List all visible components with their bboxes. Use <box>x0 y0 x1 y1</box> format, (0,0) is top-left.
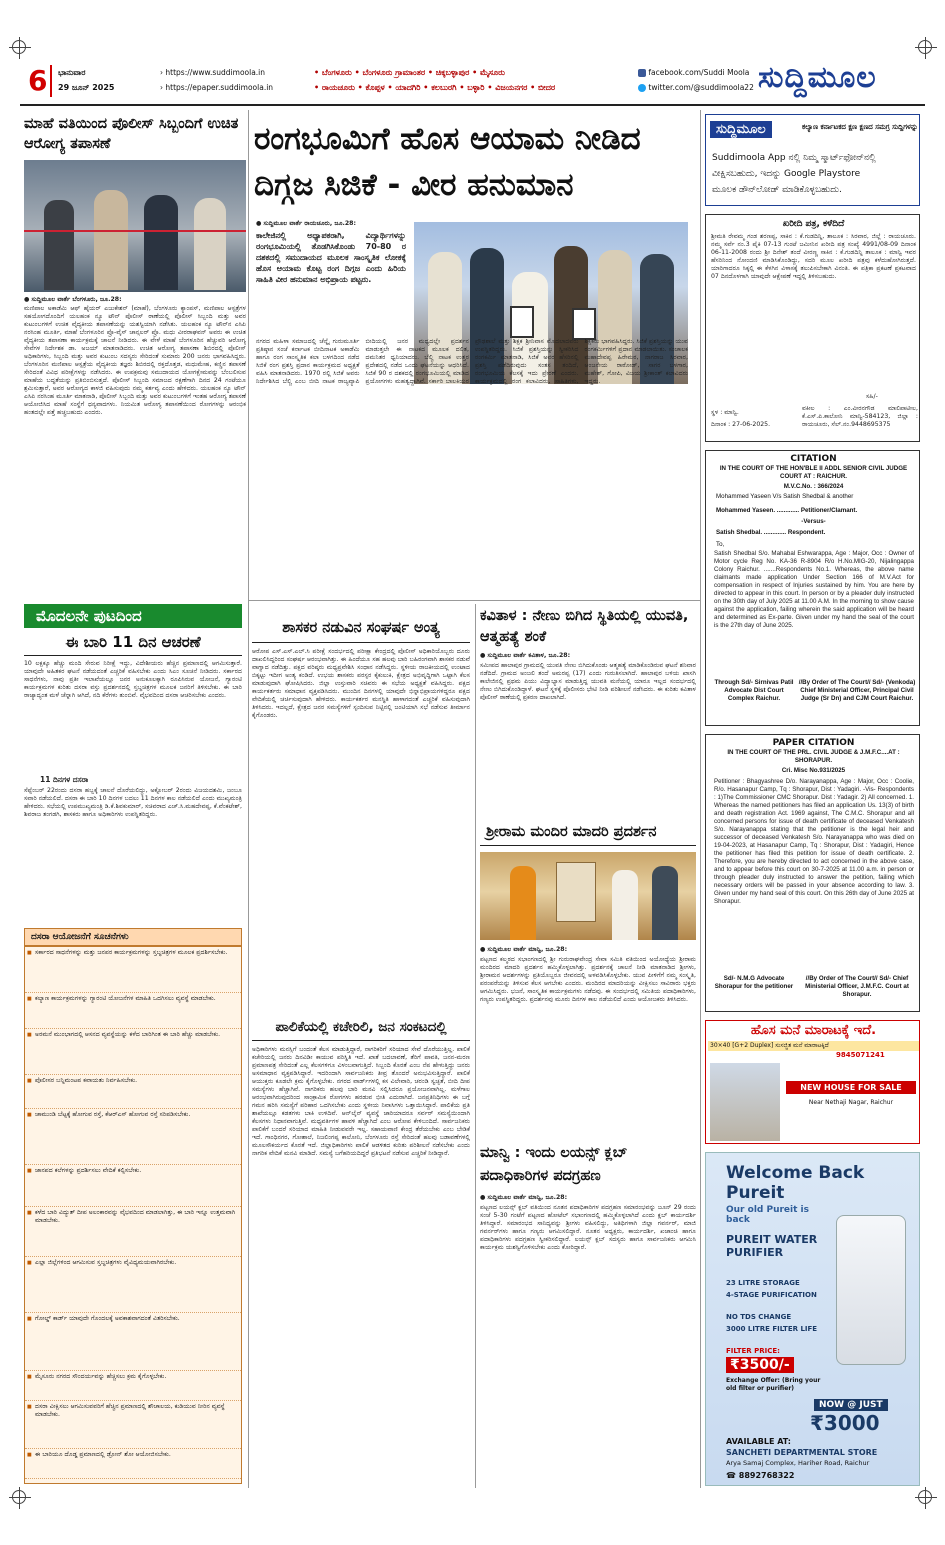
pureit-filter-price: FILTER PRICE: <box>726 1347 780 1355</box>
regions-row-1: • ಬೆಂಗಳೂರು • ಬೆಂಗಳೂರು ಗ್ರಾಮಾಂತರ • ಚಿಕ್ಕಬಳ್ಳಾಪುರ • ಮೈಸೂರು <box>314 68 505 77</box>
pureit-sub: Our old Pureit is back <box>726 1205 809 1225</box>
house-ad-phone[interactable]: 9845071241 <box>836 1051 885 1059</box>
list-item: ■ ಜಾನಪದ ಕಲೆಗಳನ್ನು ಪ್ರದರ್ಶಿಸಲು ವೇದಿಕೆ ಕಲ್ಪಿಸಬೇಕು. <box>25 1165 241 1207</box>
house-ad-detail: 30×40 [G+2 Duplex] ಸುಸಜ್ಜಿತ ಮನೆ ಮಾರಾಟಕ್ಕಿದೆ <box>708 1041 919 1051</box>
dasara-box-title: ದಸರಾ ಆಯೋಜನೆಗೆ ಸೂಚನೆಗಳು <box>24 928 242 946</box>
citation2-case: Cri. Misc No.931/2025 <box>781 767 846 774</box>
story2-headline: ರಂಗಭೂಮಿಗೆ ಹೊಸ ಆಯಾಮ ನೀಡಿದ ದಿಗ್ಗಜ ಸಿಜಿಕೆ - ವೀರ ಹನುಮಾನ <box>254 121 641 203</box>
story6-body: ಸಮೀಪದ ಹಾಲಾಪುರ ಗ್ರಾಮದಲ್ಲಿ ಯುವತಿ ನೇಣು ಬಿಗಿದುಕೊಂಡು ಆತ್ಮಹತ್ಯೆ ಮಾಡಿಕೊಂಡಿರುವ ಘಟನೆ ಶನಿವಾರ ನಡೆದಿದೆ. ಗ್ರಾಮದ ಅಂಜಲಿ ತಂದೆ ಅಮರಪ್ಪ (17) ಎಂದು ಗುರುತಿಸಲಾಗಿದೆ. ಹಾಲಾಪುರ ಬಳಿಯ ಖಾಸಗಿ ಕಾಲೇಜಿನಲ್ಲಿ ಪ್ರಥಮ ಪಿಯು ವಿದ್ಯಾಭ್ಯಾಸ ಮಾಡುತ್ತಿದ್ದ ಯುವತಿ ಮನೆಯಲ್ಲಿ ಯಾರೂ ಇಲ್ಲದ ಸಂದರ್ಭದಲ್ಲಿ ನೇಣು ಬಿಗಿದುಕೊಂಡಿದ್ದಾಳೆ. ಘಟನೆ ಸ್ಥಳಕ್ಕೆ ಪೊಲೀಸರು ಭೇಟಿ ನೀಡಿ ಪರಿಶೀಲನೆ ನಡೆಸಿದರು. ಈ ಕುರಿತು ಕವಿತಾಳ ಪೊಲೀಸ್ ಠಾಣೆಯಲ್ಲಿ ಪ್ರಕರಣ ದಾಖಲಾಗಿದೆ. <box>480 662 696 701</box>
list-item: ■ ಕಳೆದ ಬಾರಿ ವಿದ್ಯುತ್ ದೀಪ ಅಲಂಕಾರವನ್ನು ವೈಭವದಿಂದ ಮಾಡಲಾಗಿತ್ತು, ಈ ಬಾರಿ ಇನ್ನೂ ಉತ್ತಮವಾಗಿ ಮಾಡಬೇಕು. <box>25 1207 241 1257</box>
pureit-now: NOW @ JUST <box>814 1399 888 1411</box>
masthead-logo: ಸುದ್ದಿಮೂಲ <box>758 60 877 95</box>
pureit-exchange-price: ₹3500/- <box>726 1357 794 1373</box>
story7-photo <box>480 852 696 940</box>
pureit-spec4: 3000 LITRE FILTER LIFE <box>726 1325 818 1333</box>
pureit-spec1: 23 LITRE STORAGE <box>726 1279 800 1287</box>
phone-icon: ☎ <box>726 1471 739 1480</box>
list-item: ■ ಎಲ್ಲಾ ಜಿಲ್ಲೆಗಳಿಂದ ಆಗಮಿಸುವ ಸ್ತಬ್ಧಚಿತ್ರಗಳು ವೈವಿಧ್ಯಮಯವಾಗಿರಬೇಕು. <box>25 1257 241 1313</box>
story7-body: ಪಟ್ಟಣದ ಕಲ್ಮಠದ ಸಭಾಂಗಣದಲ್ಲಿ ಶ್ರೀ ಗುರುರಾಘವೇಂದ್ರ ಸೇವಾ ಸಮಿತಿ ವತಿಯಿಂದ ಅಯೋಧ್ಯೆಯ ಶ್ರೀರಾಮ ಮಂದಿರದ ಮಾದರಿ ಪ್ರದರ್ಶನ ಹಮ್ಮಿಕೊಳ್ಳಲಾಗಿತ್ತು. ಪ್ರದರ್ಶನಕ್ಕೆ ಚಾಲನೆ ನೀಡಿ ಮಾತನಾಡಿದ ಶ್ರೀಗಳು, ಶ್ರೀರಾಮನ ಆದರ್ಶಗಳನ್ನು ಪ್ರತಿಯೊಬ್ಬರೂ ಜೀವನದಲ್ಲಿ ಅಳವಡಿಸಿಕೊಳ್ಳಬೇಕು. ಯುವ ಪೀಳಿಗೆಗೆ ನಮ್ಮ ಸಂಸ್ಕೃತಿ, ಪರಂಪರೆಯನ್ನು ತಿಳಿಸುವ ಕೆಲಸ ಆಗಬೇಕು ಎಂದರು. ಮಂದಿರದ ಮಾದರಿಯನ್ನು ವೀಕ್ಷಿಸಲು ಸಾವಿರಾರು ಭಕ್ತರು ಆಗಮಿಸಿದ್ದರು. ಭಜನೆ, ಸಾಂಸ್ಕೃತಿಕ ಕಾರ್ಯಕ್ರಮಗಳು ನಡೆದವು. ಈ ಸಂದರ್ಭದಲ್ಲಿ ಸಮಿತಿಯ ಪದಾಧಿಕಾರಿಗಳು, ಗಣ್ಯರು ಉಪಸ್ಥಿತರಿದ್ದರು. ಪ್ರದರ್ಶನವು ಮೂರು ದಿನಗಳ ಕಾಲ ನಡೆಯಲಿದೆ ಎಂದು ಆಯೋಜಕರು ತಿಳಿಸಿದರು. <box>480 956 696 1003</box>
registration-mark-bottom-right <box>918 1490 932 1504</box>
citation1-title: CITATION <box>790 454 837 464</box>
epaper-link[interactable]: › https://epaper.suddimoola.in <box>160 83 274 92</box>
header-day: ಭಾನುವಾರ <box>58 68 86 77</box>
sale-notice-title: ಖರೀದಿ ಪತ್ರ, ಕಳೆದಿದೆ <box>782 219 845 229</box>
pureit-title: Welcome Back Pureit <box>726 1163 865 1203</box>
story2-lead: ಕಾಲೇಜಿನಲ್ಲಿ ಅಧ್ಯಾಪಕರಾಗಿ, ವಿದ್ಯಾರ್ಥಿಗಳನ್ನು ರಂಗಭೂಮಿಯಲ್ಲಿ ತೊಡಗಿಸಿಕೊಂಡು 70-80 ರ ದಶಕದಲ್ಲಿ ಸಮುದಾಯದ ಮೂಲಕ ಸಾಂಸ್ಕೃತಿಕ ಲೋಕಕ್ಕೆ ಹೊಸ ಆಯಾಮ ಕೊಟ್ಟ ರಂಗ ದಿಗ್ಗಜ ಎಂದು ಹಿರಿಯ ಸಾಹಿತಿ ವೀರ ಹನುಮಾನ ಅಭಿಪ್ರಾಯ ಪಟ್ಟರು. <box>256 231 406 284</box>
app-ad-tagline: ಕಲ್ಯಾಣ ಕರ್ನಾಟಕದ ಕ್ಷಣ ಕ್ಷಣದ ಸಮಗ್ರ ಸುದ್ದಿಗಳನ್ನು <box>802 123 918 131</box>
pureit-spec2: 4-STAGE PURIFICATION <box>726 1291 817 1299</box>
sale-notice-sign: ಸಹಿ/- <box>866 393 878 400</box>
page-number: 6 <box>28 64 48 97</box>
house-ad-banner: NEW HOUSE FOR SALE <box>786 1081 916 1094</box>
app-ad-line3: ಮೂಲಕ ಡೌನ್‌ಲೋಡ್ ಮಾಡಿಕೊಳ್ಳಬಹುದು. <box>712 185 842 195</box>
header-date: 29 ಜೂನ್ 2025 <box>58 83 115 92</box>
pureit-ad <box>705 1152 920 1486</box>
citation-1 <box>705 450 920 726</box>
citation-2 <box>705 734 920 1012</box>
story5-headline: ಪಾಲಿಕೆಯಲ್ಲಿ ಕಚೇರಿಲಿ, ಜನ ಸಂಕಟದಲ್ಲಿ <box>275 1019 447 1035</box>
registration-mark-top-left <box>12 40 26 54</box>
pureit-addr: Arya Samaj Complex, Hariher Road, Raichur <box>726 1459 870 1467</box>
citation1-body: Satish Shedbal S/o. Mahabal Eshwarappa, Age : Major, Occ : Owner of Motor cycle Reg No. KA-36 R-8904 R/o H.No.MIG-20, Nijalingappa Colony Raichur. .......Respondents No.1. Whereas, the above name claimants made application Under Section 166 of M.V.Act for compensation in respect of Injuries sustained by him. You are here by directed to appear in this court. In person or by a pleader duly instructed on the 30th day of July 2025 at 11.00 A.M. In the morning to show cause against the application, failing wherein the said application will be heard and determined as Ex-parte. Given under my hand the seal of the court is the 27th day of June 2025. <box>714 550 914 629</box>
facebook-icon <box>638 69 646 77</box>
twitter-icon <box>638 84 646 92</box>
facebook-link[interactable]: facebook.com/Suddi Moola <box>638 68 749 77</box>
app-ad-brand: ಸುದ್ದಿಮೂಲ <box>710 121 772 138</box>
citation2-left-sig: Sd/- N.M.G Advocate Shorapur for the petitioner <box>714 975 794 990</box>
pureit-store: SANCHETI DEPARTMENTAL STORE <box>726 1448 878 1457</box>
story3-body: 10 ಲಕ್ಷಕ್ಕೂ ಹೆಚ್ಚು ಮಂದಿ ಸೇರುವ ನಿರೀಕ್ಷೆ ಇದ್ದು, ವಿದೇಶೀಯರು ಹೆಚ್ಚಿನ ಪ್ರಮಾಣದಲ್ಲಿ ಆಗಮಿಸುತ್ತಾರೆ. ಯಾವುದೇ ಅಹಿತಕರ ಘಟನೆ ನಡೆಯದಂತೆ ಎಚ್ಚರಿಕೆ ವಹಿಸಬೇಕು ಎಂದು ಸಿಎಂ ಸೂಚನೆ ನೀಡಿದರು. ಸರ್ಕಾರದ ಸಾಧನೆಗಳು, ನಾವು ಪ್ರತೀ ಇಲಾಖೆಯಲ್ಲೂ ಜನರ ಅನುಕೂಲಕ್ಕಾಗಿ ರೂಪಿಸಿರುವ ಯೋಜನೆ, ಗ್ಯಾರಂಟಿ ಕಾರ್ಯಕ್ರಮಗಳ ಕುರಿತು ದಸರಾ ವಸ್ತು ಪ್ರದರ್ಶನದಲ್ಲಿ ಸ್ತಬ್ಧಚಿತ್ರಗಳ ಮೂಲಕ ಜನರಿಗೆ ತಿಳಿಸಬೇಕು. ಈ ಬಾರಿ ರಾಜ್ಯಾದ್ಯಂತ ಮಳೆ ಚೆನ್ನಾಗಿ ಆಗಿದೆ, ನದಿ ಕೆರೆಗಳು ತುಂಬಿವೆ. ವೈಭವದಿಂದ ದಸರಾ ಆಚರಿಸಬೇಕು ಎಂದರು. <box>24 660 242 699</box>
list-item: ■ ಮೈಸೂರು ನಗರದ ಸೌಂದರ್ಯವನ್ನು ಹೆಚ್ಚಿಸಲು ಕ್ರಮ ಕೈಗೊಳ್ಳಬೇಕು. <box>25 1371 241 1401</box>
house-sale-ad <box>705 1020 920 1144</box>
story5-body: ಅಧಿಕಾರಿಗಳು ಮನಸ್ಸಿಗೆ ಬಂದಂತೆ ಕೆಲಸ ಮಾಡುತ್ತಿದ್ದಾರೆ, ನಾಗರಿಕರಿಗೆ ಸರಿಯಾದ ಸೇವೆ ದೊರೆಯುತ್ತಿಲ್ಲ. ಪಾಲಿಕೆ ಕಚೇರಿಯಲ್ಲಿ ಜನರು ದಿನವಿಡೀ ಕಾಯುವ ಪರಿಸ್ಥಿತಿ ಇದೆ. ಖಾತೆ ಬದಲಾವಣೆ, ತೆರಿಗೆ ಪಾವತಿ, ಜನನ-ಮರಣ ಪ್ರಮಾಣಪತ್ರ ಸೇರಿದಂತೆ ಎಲ್ಲ ಕೆಲಸಗಳಿಗೂ ವಿಳಂಬವಾಗುತ್ತಿದೆ. ಸಿಬ್ಬಂದಿ ಕೊರತೆ ಎಂಬ ನೆಪ ಹೇಳುತ್ತಿದ್ದು ಜನರು ಅಸಮಾಧಾನ ವ್ಯಕ್ತಪಡಿಸಿದ್ದಾರೆ. ಇದರಿಂದಾಗಿ ಸಾರ್ವಜನಿಕರು ತೀವ್ರ ತೊಂದರೆ ಅನುಭವಿಸುತ್ತಿದ್ದಾರೆ. ಪಾಲಿಕೆ ಆಯುಕ್ತರು ಕೂಡಲೇ ಕ್ರಮ ಕೈಗೊಳ್ಳಬೇಕು. ನಗರದ ವಾರ್ಡ್‌ಗಳಲ್ಲಿ ಕಸ ವಿಲೇವಾರಿ, ಚರಂಡಿ ಸ್ವಚ್ಛತೆ, ಬೀದಿ ದೀಪ ಸಮಸ್ಯೆಗಳು ಹೆಚ್ಚಾಗಿವೆ. ನಾಗರಿಕರು ಹಲವು ಬಾರಿ ಮನವಿ ಸಲ್ಲಿಸಿದರೂ ಪ್ರಯೋಜನವಾಗಿಲ್ಲ. ಮಳೆಗಾಲ ಆರಂಭವಾಗಿರುವುದರಿಂದ ಸಾಂಕ್ರಾಮಿಕ ರೋಗಗಳು ಹರಡುವ ಭೀತಿ ಎದುರಾಗಿದೆ. ಜನಪ್ರತಿನಿಧಿಗಳು ಈ ಬಗ್ಗೆ ಗಮನ ಹರಿಸಿ ಸಮಸ್ಯೆಗೆ ಪರಿಹಾರ ಒದಗಿಸಬೇಕು ಎಂದು ಸ್ಥಳೀಯ ನಿವಾಸಿಗಳು ಒತ್ತಾಯಿಸಿದ್ದಾರೆ. ಪಾಲಿಕೆಯ ಪ್ರತಿ ಶಾಖೆಯಲ್ಲೂ ಕಡತಗಳು ಬಾಕಿ ಉಳಿದಿವೆ. ಆನ್‌ಲೈನ್ ವ್ಯವಸ್ಥೆ ಜಾರಿಯಾದರೂ ಸರ್ವರ್ ಸಮಸ್ಯೆಯಿಂದಾಗಿ ಕೆಲಸಗಳು ನಿಧಾನವಾಗುತ್ತಿವೆ. ಮಧ್ಯವರ್ತಿಗಳ ಹಾವಳಿ ಹೆಚ್ಚಾಗಿದೆ ಎಂಬ ಆರೋಪ ಕೇಳಿಬಂದಿದೆ. ಸಾರ್ವಜನಿಕರು ಪಾಲಿಕೆಗೆ ಬಂದರೆ ಸರಿಯಾದ ಮಾಹಿತಿ ನೀಡುವವರೇ ಇಲ್ಲ. ಸಹಾಯವಾಣಿ ಕೇಂದ್ರ ತೆರೆಯಬೇಕು ಎಂಬ ಬೇಡಿಕೆ ಇದೆ. ಗಾಂಧಿನಗರ, ಗೋಶಾಲೆ, ನಿಜಲಿಂಗಪ್ಪ ಕಾಲೋನಿ, ಬೆಂಗಳೂರು ರಸ್ತೆ ಸೇರಿದಂತೆ ಹಲವು ಬಡಾವಣೆಗಳಲ್ಲಿ ಮೂಲಸೌಕರ್ಯದ ಕೊರತೆ ಇದೆ. ಜಿಲ್ಲಾಧಿಕಾರಿಗಳು ಪಾಲಿಕೆ ಆಡಳಿತದ ಕುರಿತು ಪರಿಶೀಲನೆ ನಡೆಸಬೇಕು ಎಂದು ನಾಗರಿಕ ವೇದಿಕೆ ಮನವಿ ಮಾಡಿದೆ. ಸಮಸ್ಯೆ ಬಗೆಹರಿಯದಿದ್ದರೆ ಪ್ರತಿಭಟನೆ ನಡೆಸುವ ಎಚ್ಚರಿಕೆ ನೀಡಿದ್ದಾರೆ. <box>252 1046 470 1157</box>
story3-body2: ಸೆಪ್ಟೆಂಬರ್ 22ರಂದು ದಸರಾ ಹಬ್ಬಕ್ಕೆ ಚಾಲನೆ ದೊರೆಯಲಿದ್ದು, ಅಕ್ಟೋಬರ್ 2ರಂದು ವಿಜಯದಶಮಿ, ಜಂಬೂ ಸವಾರಿ ನಡೆಯಲಿದೆ. ದಸರಾ ಈ ಬಾರಿ 10 ದಿನಗಳ ಬದಲು 11 ದಿನಗಳ ಕಾಲ ನಡೆಯಲಿದೆ ಎಂದು ಮುಖ್ಯಮಂತ್ರಿ ಹೇಳಿದರು. ಸಭೆಯಲ್ಲಿ ಉಪಮುಖ್ಯಮಂತ್ರಿ ಡಿ.ಕೆ.ಶಿವಕುಮಾರ್, ಸಚಿವರಾದ ಎಚ್.ಸಿ.ಮಹದೇವಪ್ಪ, ಕೆ.ವೆಂಕಟೇಶ್, ಶಿವರಾಜ ತಂಗಡಗಿ, ಶಾಸಕರು ಹಾಗೂ ಅಧಿಕಾರಿಗಳು ಉಪಸ್ಥಿತರಿದ್ದರು. <box>24 787 242 818</box>
dasara-instructions-list <box>24 946 242 1484</box>
story3-subhead: 11 ದಿನಗಳ ದಸರಾ <box>40 776 89 784</box>
registration-mark-top-right <box>918 40 932 54</box>
sale-notice-date: ದಿನಾಂಕ : 27-06-2025. <box>711 421 771 428</box>
list-item: ■ ಪೊಲೀಸರ ಬನ್ನಿಮಂಟಪ ಕವಾಯತು ನಿರ್ವಹಿಸಬೇಕು. <box>25 1075 241 1109</box>
sale-notice <box>705 214 920 442</box>
house-ad-headline: ಹೊಸ ಮನೆ ಮಾರಾಟಕ್ಕೆ ಇದೆ. <box>750 1023 877 1038</box>
citation1-case: M.V.C.No. : 366/2024 <box>783 483 844 490</box>
list-item: ■ ಸರ್ಕಾರದ ಸಾಧನೆಗಳನ್ನು ಮತ್ತು ಜನಪರ ಕಾರ್ಯಕ್ರಮಗಳನ್ನು ಸ್ತಬ್ಧಚಿತ್ರಗಳ ಮೂಲಕ ಪ್ರದರ್ಶಿಸಬೇಕು. <box>25 947 241 993</box>
citation2-title: PAPER CITATION <box>772 738 855 748</box>
story2-body: ನಗರದ ಮಹಿಳಾ ಸಮಾಜದಲ್ಲಿ ಚೆನ್ನೈ ಗುರುಮೂರ್ತಿ ಪ್ರತಿಷ್ಠಾನ ಸಂಜೆ ಕರ್ನಾಟಕ ಬೀದಿನಾಟಕ ಅಕಾಡೆಮಿ ಹಾಗೂ ರಂಗ ಸಾಂಸ್ಕೃತಿಕ ಕಲಾ ಬಳಗದಿಂದ ನಡೆದ ಸಿಜಿಕೆ ರಂಗ ಪ್ರಶಸ್ತಿ ಪ್ರದಾನ ಕಾರ್ಯಕ್ರಮದ ಅಧ್ಯಕ್ಷತೆ ವಹಿಸಿ ಮಾತನಾಡಿದರು. 1970 ರಲ್ಲಿ ಸಿಜಿಕೆ ಅವರು ನಿರ್ದೇಶಿಸಿದ ಬೆಲ್ಚಿ ಎಂಬ ಬೀದಿ ನಾಟಕ ರಾಜ್ಯವ್ಯಾಪಿ ಬೀದಿಯಲ್ಲಿ ಜನರ ಮಧ್ಯದಲ್ಲೇ ಪ್ರದರ್ಶನ ಮಾಡುತ್ತಲೇ ಈ ನಾಟಕದ ಮೂಲಕ ದಲಿತ, ದಮನಿತರ ಧ್ವನಿಯಾದರು. ಬೆಲ್ಚಿ ನಾಟಕ ಉತ್ತರ ಪ್ರದೇಶದಲ್ಲಿ ನಡೆದ ಒಂದು ಘಟನೆಯನ್ನು ಆಧರಿಸಿದೆ. ಸಿಜಿಕೆ 90 ರ ದಶಕದಲ್ಲಿ ರಂಗಭೂಮಿಯಲ್ಲಿ ಮಾಡಿದ ಪ್ರಯೋಗಗಳು ಮಹತ್ವದ್ದಾಗಿವೆ. ಸರ್ಕಾರಿ ಬಾಲಕಿಯರ ಪ್ರೌಢಶಾಲೆ ಮತ್ತು ಶಿಕ್ಷಕ ಶ್ರೀನಿವಾಸ ಮೊದಲಾದವರು ಉಪಸ್ಥಿತರಿದ್ದರು. ಸಿಜಿಕೆ ಪ್ರಶಸ್ತಿಯನ್ನು ಸ್ವೀಕರಿಸಿದ ರಂಗಕರ್ಮಿ ಮಾತನಾಡಿ, ಸಿಜಿಕೆ ಅವರ ಹೆಸರಿನಲ್ಲಿ ಪ್ರಶಸ್ತಿ ಪಡೆದಿರುವುದು ಸಂತಸ ತಂದಿದೆ, ರಂಗಭೂಮಿಯ ಕೆಲಸಕ್ಕೆ ಇದು ಪ್ರೇರಣೆ ಎಂದರು. ಕಾರ್ಯಕ್ರಮದಲ್ಲಿ ರಂಗ ಕಲಾವಿದರು, ಸಾಹಿತಿಗಳು, ಶಿಕ್ಷಕರು ಭಾಗವಹಿಸಿದ್ದರು. ಸಿಜಿಕೆ ಪ್ರಶಸ್ತಿಯನ್ನು ಯುವ ರಂಗಕರ್ಮಿಗಳಿಗೆ ಪ್ರದಾನ ಮಾಡಲಾಯಿತು. ಸಂಚಾಲಕ ಮಹಾದೇವಪ್ಪ ಹಿರೇಮಠ, ನಾಗರಾಜ ಸಿರವಾರ, ಆಂಜನೇಯ ರಾಠೋಡ್, ಸಾಗರ ಬಳಗಾರ, ಮಹೇಶ್, ಗೋಪಿ, ವಿಜಯ ಶ್ರೀಕಾಂತ್ ಕಲಾವಿದರು ಇದ್ದರು. <box>256 338 688 385</box>
citation2-court: IN THE COURT OF THE PRL. CIVIL JUDGE & J.M.F.C....AT : SHORAPUR. <box>727 749 900 764</box>
citation1-parties: Mohammed Yaseen V/s Satish Shedbal & another <box>716 493 854 500</box>
citation1-respondent: Satish Shedbal. ............. Respondent. <box>716 529 826 536</box>
sale-notice-sign-detail: ವಕೀಲ : ಎಂ.ವೀರನಗೌಡ ಮಾಲಿಪಾಟೀಲ, ಕೆ.ಎಸ್.ಪಿ.ಕಾಲೋನಿ ಮಾನ್ವಿ-584123, ಜಿಲ್ಲಾ : ರಾಯಚೂರು, ಸೆಲ್.ನಂ.9448695375 <box>802 405 918 428</box>
citation1-versus: -Versus- <box>801 518 826 525</box>
list-item: ■ ಅರಮನೆ ಮುಂಭಾಗದಲ್ಲಿ ಆಸನದ ವ್ಯವಸ್ಥೆಯನ್ನು ಕಳೆದ ಬಾರಿಗಿಂತ ಈ ಬಾರಿ ಹೆಚ್ಚು ಮಾಡಬೇಕು. <box>25 1029 241 1075</box>
list-item: ■ ಕಲ್ಯಾಣ ಕಾರ್ಯಕ್ರಮಗಳನ್ನು ಗ್ಯಾರಂಟಿ ಯೋಜನೆಗಳ ಮಾಹಿತಿ ಒದಗಿಸಲು ವ್ಯವಸ್ಥೆ ಮಾಡಬೇಕು. <box>25 993 241 1029</box>
citation1-court: IN THE COURT OF THE HON'BLE II ADDL SENIOR CIVIL JUDGE COURT AT : RAICHUR. <box>719 465 908 480</box>
app-ad-line1: Suddimoola App ನಲ್ಲಿ ನಿಮ್ಮ ಸ್ಮಾರ್ಟ್‌ಫೋನ್‌ನಲ್ಲಿ <box>712 153 876 163</box>
citation1-to: To, <box>716 541 725 548</box>
pureit-spec3: NO TDS CHANGE <box>726 1313 792 1321</box>
regions-row-2: • ರಾಯಚೂರು • ಕೊಪ್ಪಳ • ಯಾದಗಿರಿ • ಕಲಬುರಗಿ • ಬಳ್ಳಾರಿ • ವಿಜಯನಗರ • ಬೀದರ <box>314 83 556 92</box>
pureit-product: PUREIT WATER PURIFIER <box>726 1233 818 1259</box>
story4-headline: ಶಾಸಕರ ನಡುವಿನ ಸಂಘರ್ಷ ಅಂತ್ಯ <box>282 620 440 636</box>
story7-dateline: ● ಸುದ್ದಿಮೂಲ ವಾರ್ತೆ ಮಾನ್ವಿ, ಜೂ.28: <box>480 946 568 953</box>
citation1-left-sig: Through Sd/- Sirnivas Patil Advocate Dist Court Complex Raichur. <box>714 679 794 702</box>
list-item: ■ ಗೋಲ್ಡ್ ಕಾರ್ಡ್ ಯಾವುದೇ ಗೊಂದಲಕ್ಕೆ ಅವಕಾಶವಾಗದಂತೆ ವಿತರಿಸಬೇಕು. <box>25 1313 241 1371</box>
citation2-right-sig: //By Order of The Court// Sd/- Chief Ministerial Officer, J.M.F.C. Court at Shorapur. <box>805 975 909 998</box>
registration-mark-bottom-left <box>12 1490 26 1504</box>
pureit-available: AVAILABLE AT: <box>726 1437 791 1446</box>
pureit-product-image <box>836 1215 906 1365</box>
twitter-link[interactable]: twitter.com/@suddimoola22 <box>638 83 754 92</box>
story8-headline: ಮಾನ್ವಿ : ಇಂದು ಲಯನ್ಸ್ ಕ್ಲಬ್ ಪದಾಧಿಕಾರಿಗಳ ಪದಗ್ರಹಣ <box>480 1145 628 1184</box>
story1-body: ಮಣಿಪಾಲ ಅಕಾಡೆಮಿ ಆಫ್ ಹೈಯರ್ ಎಜುಕೇಶನ್ (ಮಾಹೆ), ಬೆಂಗಳೂರು ಕ್ಯಾಂಪಸ್, ಮಣಿಪಾಲ ಆಸ್ಪತ್ರೆಗಳ ಸಹಯೋಗದೊಂದಿಗೆ ಯಲಹಂಕ ನ್ಯೂ ಟೌನ್ ಪೊಲೀಸ್ ಠಾಣೆಯಲ್ಲಿ ಪೊಲೀಸ್ ಸಿಬ್ಬಂದಿ ಮತ್ತು ಅವರ ಕುಟುಂಬಗಳಿಗೆ ಉಚಿತ ವೈದ್ಯಕೀಯ ತಪಾಸಣೆಯನ್ನು ಯಶಸ್ವಿಯಾಗಿ ನಡೆಸಿತು. ಯಲಹಂಕ ನ್ಯೂ ಟೌನ್‌ನ ಎಸಿಪಿ ನರಸಿಂಹ ಮೂರ್ತಿ, ಮಾಹೆ ಬೆಂಗಳೂರಿನ ಪ್ರೊ-ವೈಸ್ ಚಾನ್ಸಲರ್ ಪ್ರೊ. ಮಧು ವೀರರಾಘವನ್ ಅವರು ಈ ಉಚಿತ ವೈದ್ಯಕೀಯ ತಪಾಸಣಾ ಕಾರ್ಯಕ್ರಮಕ್ಕೆ ಚಾಲನೆ ನೀಡಿದರು. ಈ ವೇಳೆ ಮಾಹೆ ಬೆಂಗಳೂರಿನ ಹೆಚ್ಚುವರಿ ಆರೋಗ್ಯ ಸೇವೆಗಳ ನಿರ್ದೇಶಕ ಡಾ. ಅಜಯ್ ಮಾತನಾಡಿದರು. ಉಚಿತ ಆರೋಗ್ಯ ತಪಾಸಣಾ ಶಿಬಿರದಲ್ಲಿ ಪೊಲೀಸ್ ಅಧಿಕಾರಿಗಳು, ಸಿಬ್ಬಂದಿ ಮತ್ತು ಅವರ ಕುಟುಂಬ ಸದಸ್ಯರು ಸೇರಿದಂತೆ ಸುಮಾರು 200 ಜನರು ಭಾಗವಹಿಸಿದ್ದರು. ಬೆಂಗಳೂರಿನ ಮಣಿಪಾಲ ಆಸ್ಪತ್ರೆಯ ವೈದ್ಯಕೀಯ ತಜ್ಞರು ಶಿಬಿರದಲ್ಲಿ ರಕ್ತದೊತ್ತಡ, ಮಧುಮೇಹ, ಕಣ್ಣಿನ ತಪಾಸಣೆ ಸೇರಿದಂತೆ ವಿವಿಧ ಪರೀಕ್ಷೆಗಳನ್ನು ನಡೆಸಿದರು. ಈ ಉಪಕ್ರಮವು ಸಮುದಾಯದ ಯೋಗಕ್ಷೇಮವನ್ನು ಬೆಂಬಲಿಸುವ ಮಾಹೆಯ ಬದ್ಧತೆಯನ್ನು ಪ್ರತಿಬಿಂಬಿಸುತ್ತದೆ. ಪೊಲೀಸ್ ಸಿಬ್ಬಂದಿ ಸಮಾಜದ ರಕ್ಷಣೆಗಾಗಿ ದಿನದ 24 ಗಂಟೆಯೂ ಶ್ರಮಿಸುತ್ತಾರೆ, ಅವರ ಆರೋಗ್ಯದ ಕಾಳಜಿ ವಹಿಸುವುದು ನಮ್ಮ ಕರ್ತವ್ಯ ಎಂದು ಹೇಳಿದರು. ಯಲಹಂಕ ನ್ಯೂ ಟೌನ್ ಎಸಿಪಿ ನರಸಿಂಹ ಮೂರ್ತಿ ಮಾತನಾಡಿ, ಪೊಲೀಸ್ ಸಿಬ್ಬಂದಿ ಮತ್ತು ಅವರ ಕುಟುಂಬಗಳಿಗೆ ಇಂತಹ ಆರೋಗ್ಯ ತಪಾಸಣೆ ಆಯೋಜಿಸಿದ ಮಾಹೆ ಸಂಸ್ಥೆಗೆ ಧನ್ಯವಾದಗಳು. ನಿಯಮಿತ ಆರೋಗ್ಯ ತಪಾಸಣೆಯಿಂದ ರೋಗಗಳನ್ನು ಆರಂಭಿಕ ಹಂತದಲ್ಲೇ ಪತ್ತೆ ಹಚ್ಚಬಹುದು ಎಂದರು. <box>24 305 246 416</box>
app-ad <box>705 114 920 206</box>
story1-dateline: ● ಸುದ್ದಿಮೂಲ ವಾರ್ತೆ ಬೆಂಗಳೂರು, ಜೂ.28: <box>24 296 122 303</box>
front-page-band: ಮೊದಲನೇ ಪುಟದಿಂದ <box>24 604 242 628</box>
pureit-exchange-label: Exchange Offer: (Bring your old filter or purifier) <box>726 1377 821 1392</box>
page-header <box>28 62 920 102</box>
story7-headline: ಶ್ರೀರಾಮ ಮಂದಿರ ಮಾದರಿ ಪ್ರದರ್ಶನ <box>480 820 696 846</box>
story6-headline: ಕವಿತಾಳ : ನೇಣು ಬಿಗಿದ ಸ್ಥಿತಿಯಲ್ಲಿ ಯುವತಿ, ಆತ್ಮಹತ್ಯೆ ಶಂಕೆ <box>480 608 689 645</box>
story4-body: ಆರೋಪ ಎಸ್.ಎಸ್.ಎಲ್.ಸಿ ಪರೀಕ್ಷೆ ಸಂದರ್ಭದಲ್ಲಿ ಪರೀಕ್ಷಾ ಕೇಂದ್ರದಲ್ಲಿ ಪೊಲೀಸ್ ಅಧಿಕಾರಿಯೊಬ್ಬರು ದೂರು ದಾಖಲಿಸಿದ್ದರಿಂದ ಸಂಘರ್ಷ ಆರಂಭವಾಗಿತ್ತು. ಈ ಹಿಂದೆಯೂ ಸಹ ಹಲವು ಬಾರಿ ಬಹಿರಂಗವಾಗಿ ಶಾಸಕರ ನಡುವೆ ವಾಗ್ವಾದ ನಡೆದಿತ್ತು. ಪಕ್ಷದ ವರಿಷ್ಠರು ಮಧ್ಯಪ್ರವೇಶಿಸಿ ಸಂಧಾನ ನಡೆಸಿದ್ದರು. ಸ್ಥಳೀಯ ರಾಜಕೀಯದಲ್ಲಿ ಉಂಟಾದ ಬಿಕ್ಕಟ್ಟು ಇದೀಗ ಅಂತ್ಯ ಕಂಡಿದೆ. ಉಭಯ ಶಾಸಕರು ಪರಸ್ಪರ ಕೈಕುಲುಕಿ, ಕ್ಷೇತ್ರದ ಅಭಿವೃದ್ಧಿಗಾಗಿ ಒಟ್ಟಾಗಿ ಕೆಲಸ ಮಾಡುವುದಾಗಿ ಘೋಷಿಸಿದರು. ಜಿಲ್ಲಾ ಉಸ್ತುವಾರಿ ಸಚಿವರು ಈ ಸಭೆಯ ಅಧ್ಯಕ್ಷತೆ ವಹಿಸಿದ್ದರು. ಪಕ್ಷದ ಕಾರ್ಯಕರ್ತರು ಸಮಾಧಾನ ವ್ಯಕ್ತಪಡಿಸಿದರು. ಮುಂದಿನ ದಿನಗಳಲ್ಲಿ ಯಾವುದೇ ಭಿನ್ನಾಭಿಪ್ರಾಯಗಳಿದ್ದರೂ ಪಕ್ಷದ ವೇದಿಕೆಯಲ್ಲಿ ಚರ್ಚಿಸುವುದಾಗಿ ಹೇಳಿದರು. ಕಾರ್ಯಕರ್ತರ ಮನಸ್ಥಿತಿ ಹಾಳಾಗದಂತೆ ಎಚ್ಚರಿಕೆ ವಹಿಸುವುದಾಗಿ ತಿಳಿಸಿದರು. ಇದಲ್ಲದೆ, ಕ್ಷೇತ್ರದ ಜನರ ಸಮಸ್ಯೆಗಳಿಗೆ ಸ್ಪಂದಿಸುವ ನಿಟ್ಟಿನಲ್ಲಿ ಜಂಟಿಯಾಗಿ ಸಭೆ ನಡೆಸುವ ತೀರ್ಮಾನ ಕೈಗೊಂಡರು. <box>252 648 470 719</box>
app-ad-line2: ವೀಕ್ಷಿಸಬಹುದು, ಇದನ್ನು Google Playstore <box>712 169 861 179</box>
citation2-body: Petitioner : Bhagyashree D/o. Narayanappa, Age : Major, Occ : Coolie, R/o. Hasanapur Camp, Tq : Shorapur, Dist : Yadagiri. -Vis- Respondents : 1)The Commissioner CMC Shorapur. Dist : Yadagir. 2) All concerned. 1. Whereas the named petitioners has filed an application Us. 13(3) of birth and death registration Act. 1969 against, The C.M.C. Shorapur and all concerned persons for issue of death certificate of deceased Venkatesh S/o. Narayanappa stating that the petitioner is the legal heir and successor of deceased Venkatesh S/o. Narayanappa who was died on 19-04-2023, at Hasanapur Camp, Tq : Shorapur, Dist : Yadagiri, Hence the petitioner has filed this petition for issue of death certificate. 2. Therefore, you are hereby directed to act concerned in the above case, and to appear before this court on 30-7-2025 at 11.00 a.m. in person or through pleader duly instructed to answer the petition, failing which necessary orders will be passed in your absence according to law. 3. Given under my hand seal of this court. On this 26th day of June 2025 at Shorapur. <box>714 778 914 905</box>
pureit-phone[interactable]: ☎ 8892768322 <box>726 1471 795 1480</box>
story8-body: ಪಟ್ಟಣದ ಲಯನ್ಸ್ ಕ್ಲಬ್ ವತಿಯಿಂದ ನೂತನ ಪದಾಧಿಕಾರಿಗಳ ಪದಗ್ರಹಣ ಸಮಾರಂಭವನ್ನು ಜೂನ್ 29 ರಂದು ಸಂಜೆ 5-30 ಗಂಟೆಗೆ ಪಟ್ಟಣದ ಹೋಟೆಲ್ ಸಭಾಂಗಣದಲ್ಲಿ ಹಮ್ಮಿಕೊಳ್ಳಲಾಗಿದೆ ಎಂದು ಕ್ಲಬ್ ಕಾರ್ಯದರ್ಶಿ ತಿಳಿಸಿದ್ದಾರೆ. ಸಮಾರಂಭದ ಸಾನಿಧ್ಯವನ್ನು ಶ್ರೀಗಳು ವಹಿಸಲಿದ್ದು, ಅತಿಥಿಗಳಾಗಿ ಜಿಲ್ಲಾ ಗವರ್ನರ್, ಮಾಜಿ ಗವರ್ನರ್‌ಗಳು ಹಾಗೂ ಗಣ್ಯರು ಆಗಮಿಸಲಿದ್ದಾರೆ. ನೂತನ ಅಧ್ಯಕ್ಷರು, ಕಾರ್ಯದರ್ಶಿ, ಖಜಾಂಚಿ ಹಾಗೂ ಪದಾಧಿಕಾರಿಗಳು ಪದಗ್ರಹಣ ಸ್ವೀಕರಿಸಲಿದ್ದಾರೆ. ಲಯನ್ಸ್ ಕ್ಲಬ್ ಸದಸ್ಯರು ಹಾಗೂ ಸಾರ್ವಜನಿಕರು ಆಗಮಿಸಿ ಕಾರ್ಯಕ್ರಮ ಯಶಸ್ವಿಗೊಳಿಸಬೇಕು ಎಂದು ಕೋರಿದ್ದಾರೆ. <box>480 1204 696 1251</box>
story2-dateline: ● ಸುದ್ದಿಮೂಲ ವಾರ್ತೆ ರಾಯಚೂರು, ಜೂ.28: <box>256 220 356 227</box>
citation1-right-sig: //By Order of The Court// Sd/- (Venkoda) Chief Ministerial Officer, Principal Civil Judge (Sr Dn) and CJM Court Raichur. <box>798 679 916 702</box>
story8-dateline: ● ಸುದ್ದಿಮೂಲ ವಾರ್ತೆ ಮಾನ್ವಿ, ಜೂ.28: <box>480 1194 568 1201</box>
website-link[interactable]: › https://www.suddimoola.in <box>160 68 266 77</box>
story6-dateline: ● ಸುದ್ದಿಮೂಲ ವಾರ್ತೆ ಕವಿತಾಳ, ಜೂ.28: <box>480 652 571 659</box>
pureit-now-price: ₹3000 <box>810 1411 880 1435</box>
house-ad-address: Near Nethaji Nagar, Raichur <box>808 1099 894 1106</box>
list-item: ■ ಈ ಬಾರಿಯೂ ದೊಡ್ಡ ಪ್ರಮಾಣದಲ್ಲಿ ಡ್ರೋನ್ ಶೋ ಆಯೋಜಿಸಬೇಕು. <box>25 1449 241 1479</box>
list-item: ■ ಚಾಮುಂಡಿ ಬೆಟ್ಟಕ್ಕೆ ಹೋಗುವ ರಸ್ತೆ, ಕೆಆರ್‌ಎಸ್ ಹೋಗುವ ರಸ್ತೆ ಸರಿಪಡಿಸಬೇಕು. <box>25 1109 241 1165</box>
story1-photo <box>24 160 246 292</box>
sale-notice-body: ಶ್ರೀಮತಿ ರೇವಮ್ಮ ಗಂಡ ಶರಣಪ್ಪ, ಸಾಕಿನ : ಕೆ.ಗುಡದಿನ್ನಿ, ತಾಲೂಕ : ಸಿರವಾರ, ಜಿಲ್ಲೆ : ರಾಯಚೂರು. ನಮ್ಮ ಸರ್ವೆ ನಂ.3 ಪೈಕಿ 07-13 ಗುಂಟೆ ಜಮೀನಿನ ಖರೀದಿ ಪತ್ರ ಸಂಖ್ಯೆ 4991/08-09 ದಿನಾಂಕ 06-11-2008 ರಂದು ಶ್ರೀ ದಿನೇಶ್ ತಂದೆ ವೀರಣ್ಣ ಸಾಕಿನ : ಕೆ.ಗುಡದಿನ್ನಿ ತಾಲೂಕ : ಮಾನ್ವಿ ಇವರ ಹೆಸರಿನಿಂದ ನೋಂದಣಿ ಮಾಡಿಸಿಕೊಂಡಿದ್ದು, ಸದರಿ ಮೂಲ ಖರೀದಿ ಪತ್ರವು ಕಳೆದುಹೋಗಿರುತ್ತದೆ. ಯಾರಿಗಾದರೂ ಸಿಕ್ಕಲ್ಲಿ ಈ ಕೆಳಗಿನ ವಿಳಾಸಕ್ಕೆ ತಲುಪಿಸಬೇಕಾಗಿ ವಿನಂತಿ. ಈ ಪತ್ರಿಕಾ ಪ್ರಕಟಣೆ ಪ್ರಕಟವಾದ 07 ದಿನದೊಳಗಾಗಿ ಯಾವುದೇ ಆಕ್ಷೇಪಣೆ ಇದ್ದಲ್ಲಿ ತಿಳಿಸಬಹುದು. <box>711 233 916 280</box>
story3-headline: ಈ ಬಾರಿ 11 ದಿನ ಆಚರಣೆ <box>65 633 201 651</box>
story1-headline: ಮಾಹೆ ವತಿಯಿಂದ ಪೊಲೀಸ್ ಸಿಬ್ಬಂದಿಗೆ ಉಚಿತ ಆರೋಗ್ಯ ತಪಾಸಣೆ <box>24 116 239 152</box>
sale-notice-place: ಸ್ಥಳ : ಮಾನ್ವಿ. <box>711 409 739 416</box>
house-photo <box>710 1063 780 1141</box>
citation1-petitioner: Mohammed Yaseen. ............. Petitioner/Clamant. <box>716 507 858 514</box>
list-item: ■ ದಸರಾ ವೀಕ್ಷಿಸಲು ಆಗಮಿಸುವವರಿಗೆ ಹೆಚ್ಚಿನ ಪ್ರಮಾಣದಲ್ಲಿ ಶೌಚಾಲಯ, ಕುಡಿಯುವ ನೀರಿನ ವ್ಯವಸ್ಥೆ ಮಾಡಬೇಕು. <box>25 1401 241 1449</box>
